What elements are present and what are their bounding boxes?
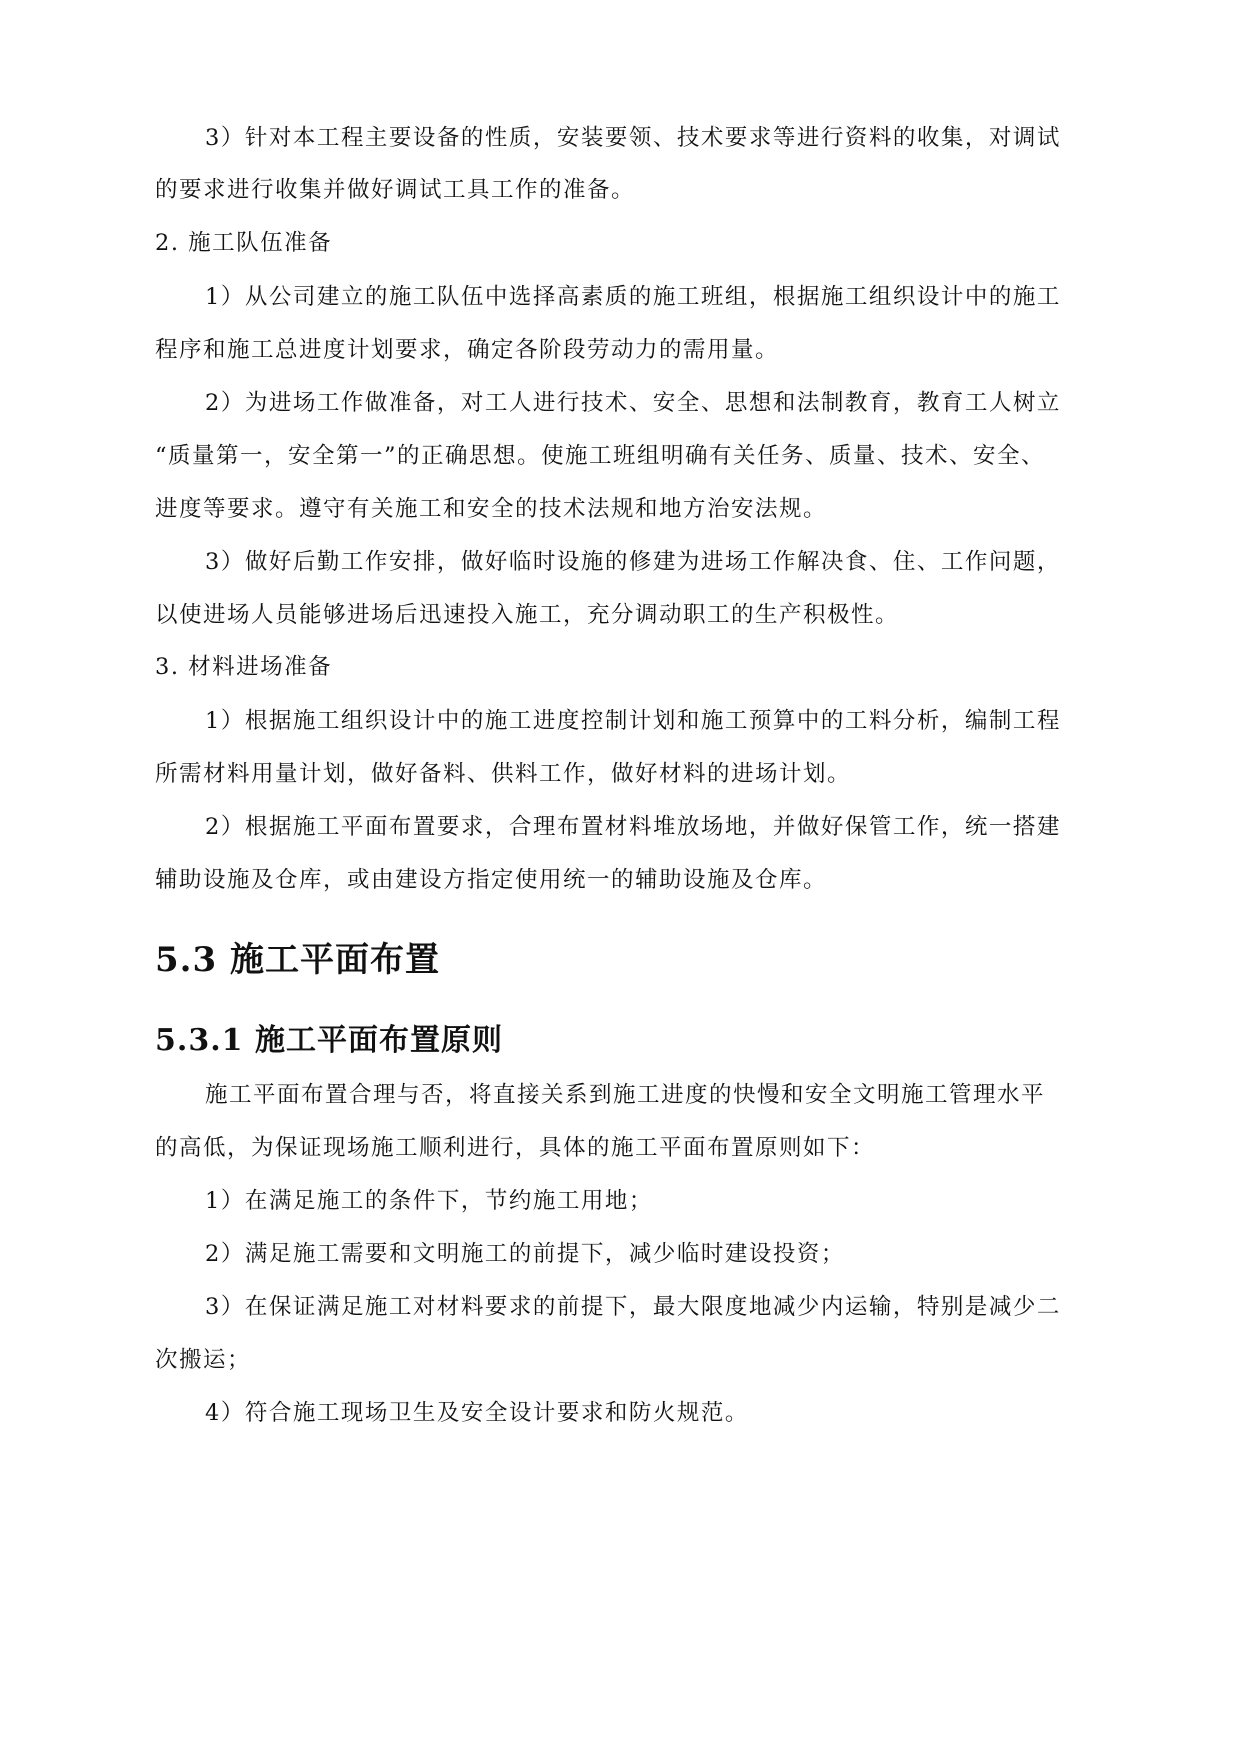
paragraph-line: 辅助设施及仓库，或由建设方指定使用统一的辅助设施及仓库。 — [155, 867, 828, 893]
paragraph-line: 的高低，为保证现场施工顺利进行，具体的施工平面布置原则如下： — [155, 1135, 876, 1161]
paragraph-line: 3）做好后勤工作安排，做好临时设施的修建为进场工作解决食、住、工作问题， — [205, 549, 1061, 575]
paragraph-line: 以使进场人员能够进场后迅速投入施工，充分调动职工的生产积极性。 — [155, 602, 900, 628]
list-item-continuation: 次搬运； — [155, 1347, 252, 1373]
paragraph-line: 进度等要求。遵守有关施工和安全的技术法规和地方治安法规。 — [155, 496, 828, 522]
section-subtitle: 2. 施工队伍准备 — [155, 230, 333, 256]
paragraph-line: 施工平面布置合理与否，将直接关系到施工进度的快慢和安全文明施工管理水平 — [205, 1082, 1046, 1108]
paragraph-line: 1）根据施工组织设计中的施工进度控制计划和施工预算中的工料分析，编制工程 — [205, 708, 1061, 734]
list-item: 2）满足施工需要和文明施工的前提下，减少临时建设投资； — [205, 1241, 845, 1267]
document-page — [155, 0, 1091, 1754]
paragraph-line: 1）从公司建立的施工队伍中选择高素质的施工班组，根据施工组织设计中的施工 — [205, 284, 1061, 310]
paragraph-line: 2）根据施工平面布置要求，合理布置材料堆放场地，并做好保管工作，统一搭建 — [205, 814, 1061, 840]
subsection-heading: 5.3.1 施工平面布置原则 — [155, 1023, 503, 1058]
section-subtitle: 3. 材料进场准备 — [155, 654, 333, 680]
list-item: 3）在保证满足施工对材料要求的前提下，最大限度地减少内运输，特别是减少二 — [205, 1294, 1061, 1320]
paragraph-line: 3）针对本工程主要设备的性质，安装要领、技术要求等进行资料的收集，对调试 — [205, 125, 1061, 151]
paragraph-line: 2）为进场工作做准备，对工人进行技术、安全、思想和法制教育，教育工人树立 — [205, 390, 1061, 416]
paragraph-line: 所需材料用量计划，做好备料、供料工作，做好材料的进场计划。 — [155, 761, 852, 787]
paragraph-line: 的要求进行收集并做好调试工具工作的准备。 — [155, 177, 636, 203]
section-heading: 5.3 施工平面布置 — [155, 940, 440, 980]
paragraph-line: “质量第一，安全第一”的正确思想。使施工班组明确有关任务、质量、技术、安全、 — [155, 443, 1046, 469]
list-item: 1）在满足施工的条件下，节约施工用地； — [205, 1188, 653, 1214]
paragraph-line: 程序和施工总进度计划要求，确定各阶段劳动力的需用量。 — [155, 337, 780, 363]
list-item: 4）符合施工现场卫生及安全设计要求和防火规范。 — [205, 1400, 749, 1426]
